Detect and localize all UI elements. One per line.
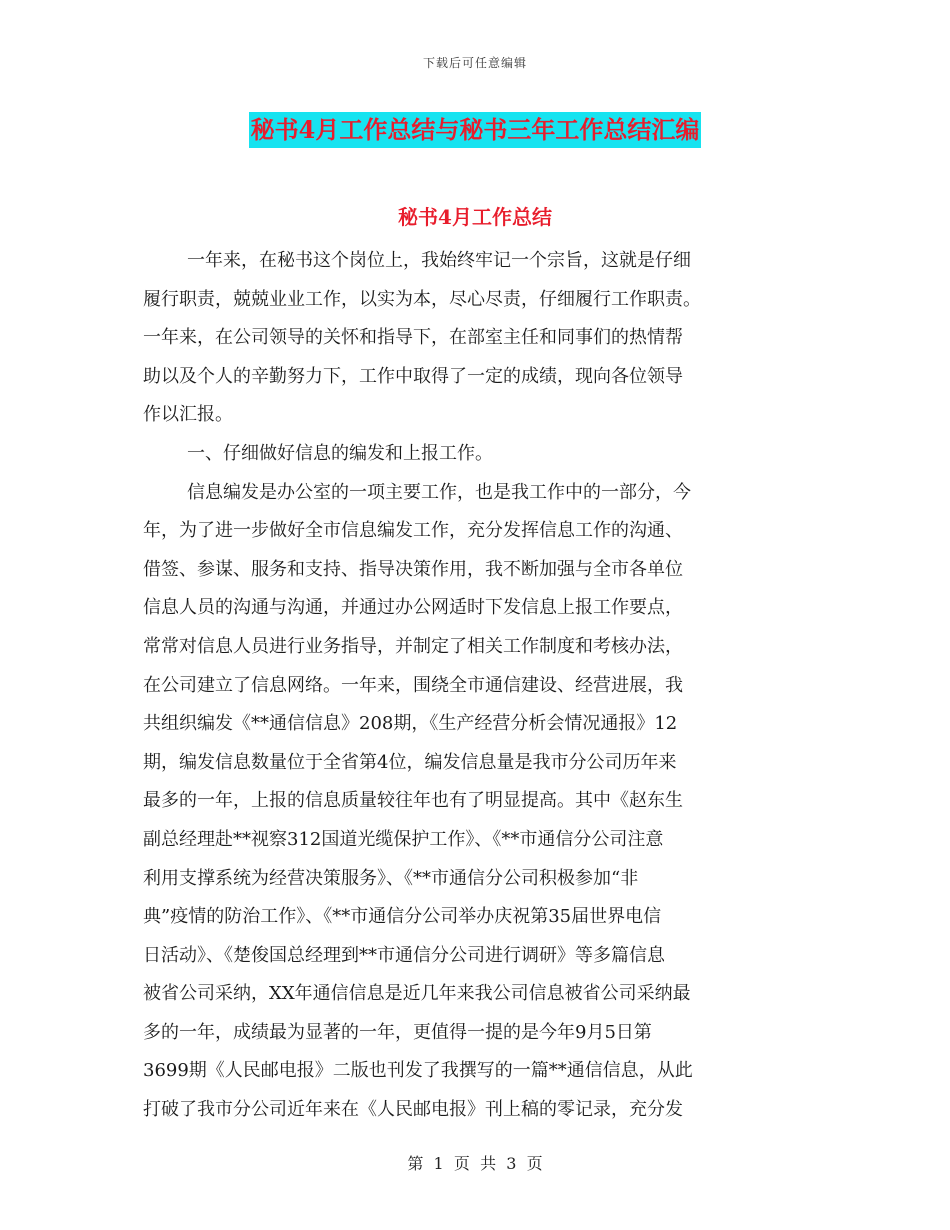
section-title: 秘书4月工作总结 [398, 205, 552, 229]
text-line: 期，编发信息数量位于全省第4位，编发信息量是我市分公司历年来 [143, 751, 677, 773]
text-line: 借签、参谋、服务和支持、指导决策作用，我不断加强与全市各单位 [143, 558, 683, 580]
text-line: 日活动》、《楚俊国总经理到**市通信分公司进行调研》等多篇信息 [143, 944, 665, 966]
text-line: 利用支撑系统为经营决策服务》、《**市通信分公司积极参加“非 [143, 867, 639, 889]
text-line: 多的一年，成绩最为显著的一年，更值得一提的是今年9月5日第 [143, 1021, 652, 1043]
text-line: 一年来，在公司领导的关怀和指导下，在部室主任和同事们的热情帮 [143, 327, 683, 349]
body-text [143, 242, 809, 1130]
text-line: 信息人员的沟通与沟通，并通过办公网适时下发信息上报工作要点， [143, 597, 683, 619]
text-line: 作以汇报。 [143, 404, 233, 426]
page-footer: 第 1 页 共 3 页 [407, 1154, 543, 1173]
main-title-container [0, 112, 950, 148]
header-note: 下载后可任意编辑 [422, 56, 527, 70]
text-line: 助以及个人的辛勤努力下，工作中取得了一定的成绩，现向各位领导 [143, 365, 683, 387]
text-line: 常常对信息人员进行业务指导，并制定了相关工作制度和考核办法， [143, 635, 683, 657]
text-line: 履行职责，兢兢业业工作，以实为本，尽心尽责，仔细履行工作职责。 [143, 288, 701, 310]
text-line: 被省公司采纳，XX年通信信息是近几年来我公司信息被省公司采纳最 [143, 983, 691, 1005]
text-line: 一年来，在秘书这个岗位上，我始终牢记一个宗旨，这就是仔细 [187, 250, 691, 271]
text-line: 最多的一年，上报的信息质量较往年也有了明显提高。其中《赵东生 [143, 790, 683, 812]
text-line: 共组织编发《**通信信息》208期，《生产经营分析会情况通报》12 [143, 713, 678, 735]
text-line: 一、仔细做好信息的编发和上报工作。 [187, 442, 493, 464]
text-line: 打破了我市分公司近年来在《人民邮电报》刊上稿的零记录，充分发 [143, 1099, 683, 1121]
main-title: 秘书4月工作总结与秘书三年工作总结汇编 [249, 112, 702, 148]
text-line: 副总经理赴**视察312国道光缆保护工作》、《**市通信分公司注意 [143, 828, 664, 850]
text-line: 典”疫情的防治工作》、《**市通信分公司举办庆祝第35届世界电信 [143, 906, 662, 928]
text-line: 在公司建立了信息网络。一年来，围绕全市通信建设、经营进展，我 [143, 674, 683, 696]
text-line: 年，为了进一步做好全市信息编发工作，充分发挥信息工作的沟通、 [143, 520, 683, 542]
text-line: 信息编发是办公室的一项主要工作，也是我工作中的一部分，今 [187, 481, 691, 503]
text-line: 3699期《人民邮电报》二版也刊发了我撰写的一篇**通信信息，从此 [143, 1060, 693, 1082]
